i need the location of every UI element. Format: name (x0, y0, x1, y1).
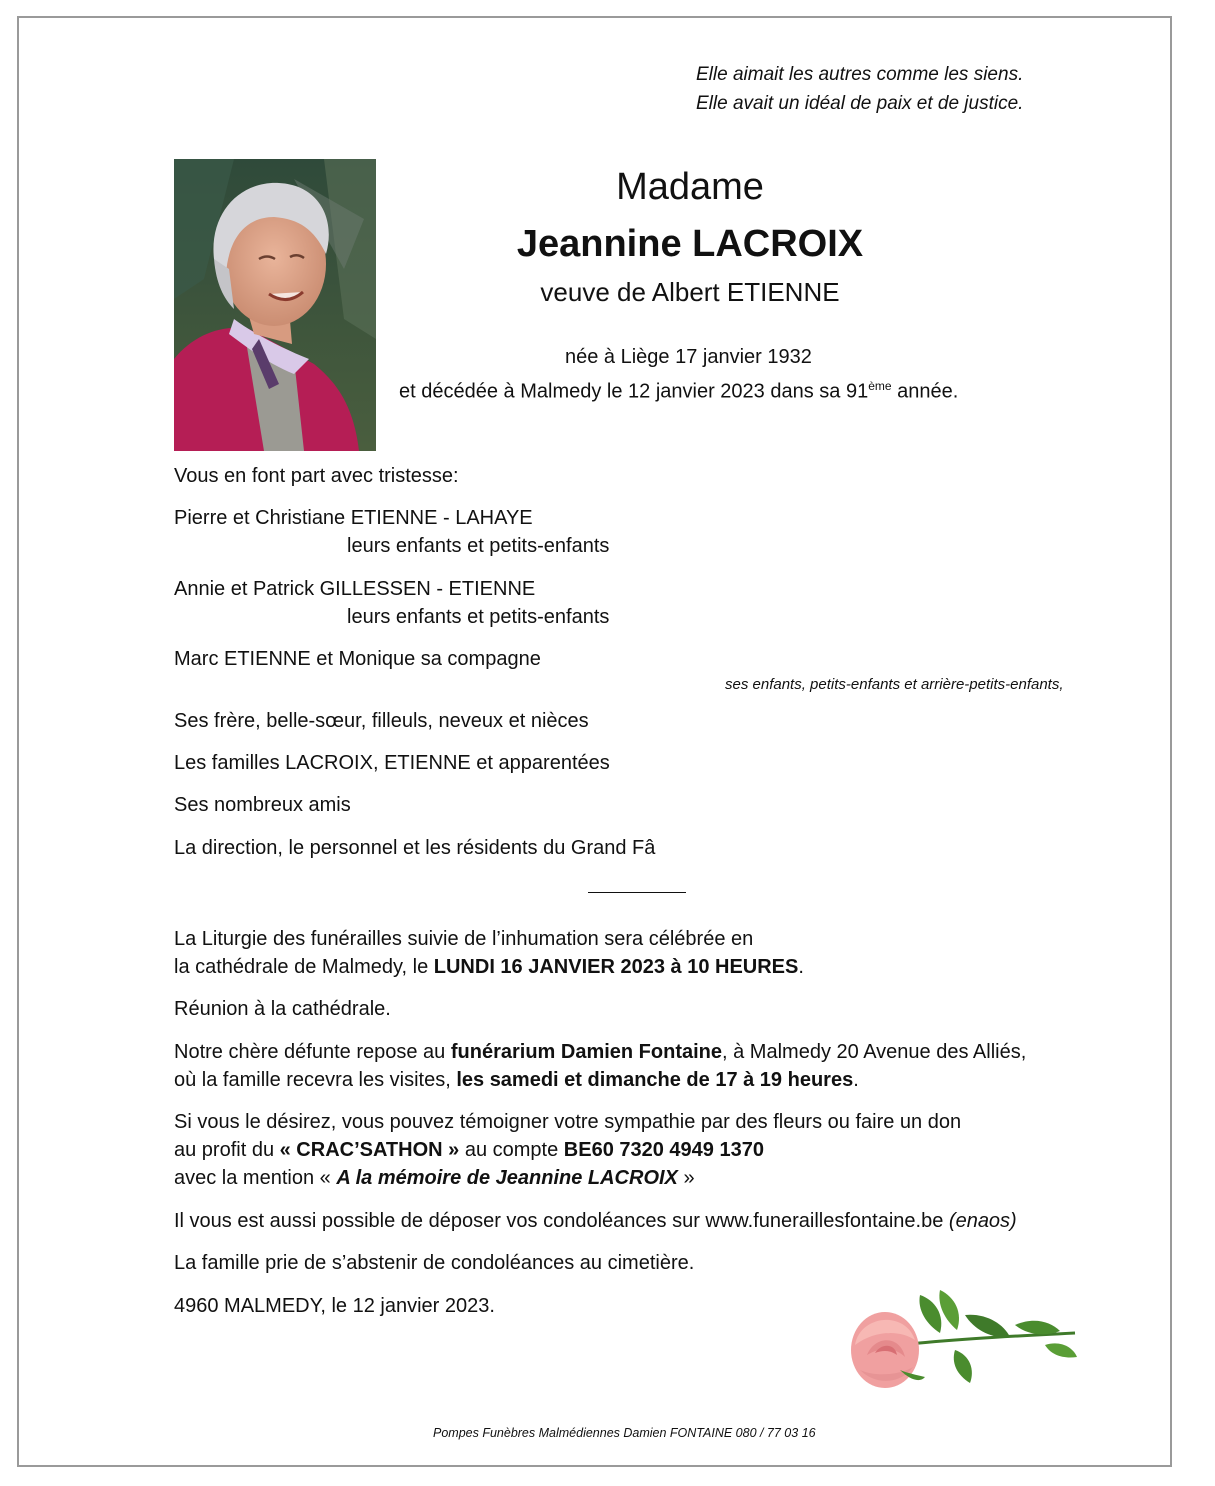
honorific: Madame (616, 166, 764, 208)
portrait-photo (174, 159, 376, 451)
death-info: et décédée à Malmedy le 12 janvier 2023 dans sa 91ème année. (399, 379, 959, 403)
birth-info: née à Liège 17 janvier 1932 (565, 346, 812, 368)
mourner-line: Ses nombreux amis (174, 794, 351, 816)
footer-funeral-home: Pompes Funèbres Malmédiennes Damien FONTAINE 080 / 77 03 16 (433, 1426, 816, 1440)
family-sub: leurs enfants et petits-enfants (347, 606, 610, 628)
family-sub: leurs enfants et petits-enfants (347, 535, 610, 557)
condolences-line: Il vous est aussi possible de déposer vos condoléances sur www.funerailles​fontaine.be (enaos) (174, 1210, 1017, 1232)
announcement-intro: Vous en font part avec tristesse: (174, 465, 459, 487)
family-name: Pierre et Christiane ETIENNE - LAHAYE (174, 507, 533, 529)
family-name: Annie et Patrick GILLESSEN - ETIENNE (174, 578, 536, 600)
family-name: Marc ETIENNE et Monique sa compagne (174, 648, 541, 670)
mourner-line: La direction, le personnel et les résidents du Grand Fâ (174, 837, 656, 859)
mourner-line: Ses frère, belle-sœur, filleuls, neveux et nièces (174, 710, 589, 732)
rose-image (845, 1285, 1080, 1400)
ceremony-line-2: la cathédrale de Malmedy, le LUNDI 16 JANVIER 2023 à 10 HEURES. (174, 956, 804, 978)
epitaph-line-2: Elle avait un idéal de paix et de justice. (696, 93, 1024, 114)
donation-line-1: Si vous le désirez, vous pouvez témoigner votre sympathie par des fleurs ou faire un don (174, 1111, 962, 1133)
ceremony-line-1: La Liturgie des funérailles suivie de l’inhumation sera célébrée en (174, 928, 754, 950)
visitation-line-1: Notre chère défunte repose au funérarium Damien Fontaine, à Malmedy 20 Avenue des Alliés, (174, 1041, 1027, 1063)
donation-line-2: au profit du « CRAC’SATHON » au compte BE60 7320 4949 1370 (174, 1139, 764, 1161)
place-date: 4960 MALMEDY, le 12 janvier 2023. (174, 1295, 495, 1317)
epitaph-line-1: Elle aimait les autres comme les siens. (696, 64, 1024, 85)
deceased-name: Jeannine LACROIX (516, 223, 864, 265)
donation-line-3: avec la mention « A la mémoire de Jeannine LACROIX » (174, 1167, 695, 1189)
mourner-line: Les familles LACROIX, ETIENNE et apparentées (174, 752, 610, 774)
meeting-info: Réunion à la cathédrale. (174, 998, 391, 1020)
cemetery-note: La famille prie de s’abstenir de condoléances au cimetière. (174, 1252, 695, 1274)
family-sub: ses enfants, petits-enfants et arrière-petits-enfants, (725, 676, 1064, 693)
widow-of: veuve de Albert ETIENNE (540, 277, 840, 307)
visitation-line-2: où la famille recevra les visites, les samedi et dimanche de 17 à 19 heures. (174, 1069, 859, 1091)
section-divider (588, 892, 686, 893)
